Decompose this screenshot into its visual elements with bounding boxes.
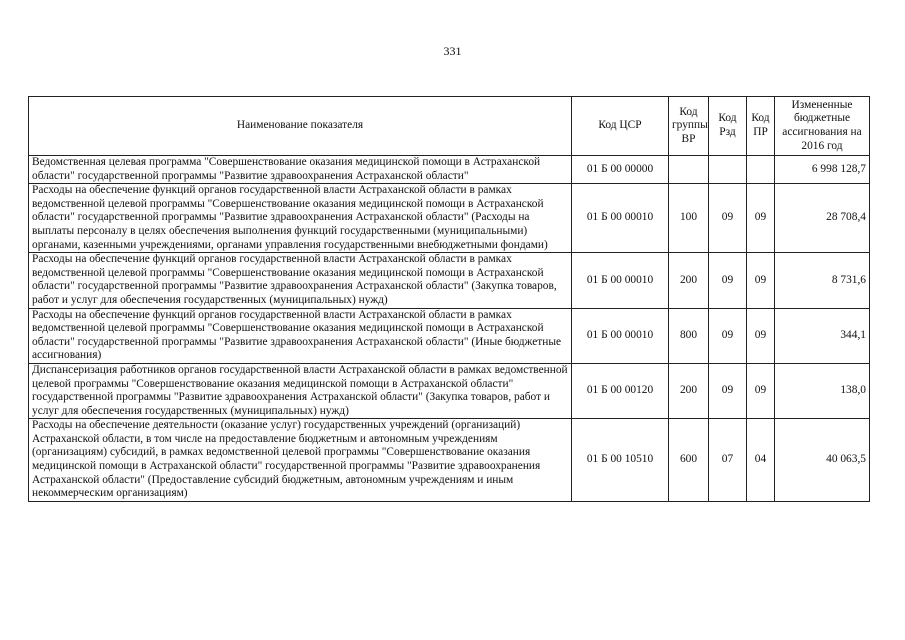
table-header-row bbox=[29, 97, 870, 156]
row-vr: 800 bbox=[669, 308, 709, 363]
header-csr: Код ЦСР bbox=[572, 97, 669, 156]
row-pr: 04 bbox=[747, 419, 775, 502]
row-amount: 28 708,4 bbox=[775, 184, 870, 253]
row-pr bbox=[747, 156, 775, 184]
table-row bbox=[29, 308, 870, 363]
row-rzd: 09 bbox=[709, 363, 747, 418]
row-vr: 200 bbox=[669, 253, 709, 308]
row-name: Расходы на обеспечение функций органов государственной власти Астраханской области в рамках ведомственной целевой программы "Совершенствование оказания медицинской помощи в Астраханской области" государственной программы "Развитие здравоохранения Астраханской области" (Расходы на выплаты персоналу в целях обеспечения выполнения функций государственными (муниципальными) органами, казенными учреждениями, органами управления государственными внебюджетными фондами) bbox=[29, 184, 572, 253]
row-csr: 01 Б 00 00120 bbox=[572, 363, 669, 418]
row-vr: 600 bbox=[669, 419, 709, 502]
row-amount: 40 063,5 bbox=[775, 419, 870, 502]
row-vr: 200 bbox=[669, 363, 709, 418]
table-row bbox=[29, 156, 870, 184]
row-rzd: 09 bbox=[709, 253, 747, 308]
row-amount: 138,0 bbox=[775, 363, 870, 418]
row-pr: 09 bbox=[747, 253, 775, 308]
row-rzd: 07 bbox=[709, 419, 747, 502]
row-rzd bbox=[709, 156, 747, 184]
row-vr bbox=[669, 156, 709, 184]
header-vr: Код группы ВР bbox=[669, 97, 709, 156]
table-row bbox=[29, 363, 870, 418]
row-amount: 8 731,6 bbox=[775, 253, 870, 308]
row-name: Расходы на обеспечение функций органов государственной власти Астраханской области в рамках ведомственной целевой программы "Совершенствование оказания медицинской помощи в Астраханской области" государственной программы "Развитие здравоохранения Астраханской области" (Иные бюджетные ассигнования) bbox=[29, 308, 572, 363]
row-csr: 01 Б 00 00010 bbox=[572, 308, 669, 363]
page-number: 331 bbox=[443, 44, 462, 58]
row-name: Диспансеризация работников органов государственной власти Астраханской области в рамках ведомственной целевой программы "Совершенствование оказания медицинской помощи в Астраханской области" государственной программы "Развитие здравоохранения Астраханской области" (Закупка товаров, работ и услуг для обеспечения государственных (муниципальных) нужд) bbox=[29, 363, 572, 418]
row-csr: 01 Б 00 00000 bbox=[572, 156, 669, 184]
header-rzd: Код Рзд bbox=[709, 97, 747, 156]
table-row bbox=[29, 253, 870, 308]
row-amount: 6 998 128,7 bbox=[775, 156, 870, 184]
row-csr: 01 Б 00 10510 bbox=[572, 419, 669, 502]
row-amount: 344,1 bbox=[775, 308, 870, 363]
row-pr: 09 bbox=[747, 308, 775, 363]
header-name: Наименование показателя bbox=[29, 97, 572, 156]
row-rzd: 09 bbox=[709, 184, 747, 253]
row-pr: 09 bbox=[747, 184, 775, 253]
table-row bbox=[29, 184, 870, 253]
row-name: Ведомственная целевая программа "Совершенствование оказания медицинской помощи в Астраханской области" государственной программы "Развитие здравоохранения Астраханской области" bbox=[29, 156, 572, 184]
header-amount: Измененные бюджетные ассигнования на 2016 год bbox=[775, 97, 870, 156]
row-name: Расходы на обеспечение функций органов государственной власти Астраханской области в рамках ведомственной целевой программы "Совершенствование оказания медицинской помощи в Астраханской области" государственной программы "Развитие здравоохранения Астраханской области" (Закупка товаров, работ и услуг для обеспечения государственных (муниципальных) нужд) bbox=[29, 253, 572, 308]
row-rzd: 09 bbox=[709, 308, 747, 363]
row-csr: 01 Б 00 00010 bbox=[572, 253, 669, 308]
budget-table bbox=[28, 96, 870, 502]
header-pr: Код ПР bbox=[747, 97, 775, 156]
row-csr: 01 Б 00 00010 bbox=[572, 184, 669, 253]
table-row bbox=[29, 419, 870, 502]
row-name: Расходы на обеспечение деятельности (оказание услуг) государственных учреждений (организаций) Астраханской области, в том числе на предоставление бюджетным и автономным учреждениям (организациям) субсидий, в рамках ведомственной целевой программы "Совершенствование оказания медицинской помощи в Астраханской области" государственной программы "Развитие здравоохранения Астраханской области" (Предоставление субсидий бюджетным, автономным учреждениям и иным некоммерческим организациям) bbox=[29, 419, 572, 502]
row-vr: 100 bbox=[669, 184, 709, 253]
row-pr: 09 bbox=[747, 363, 775, 418]
